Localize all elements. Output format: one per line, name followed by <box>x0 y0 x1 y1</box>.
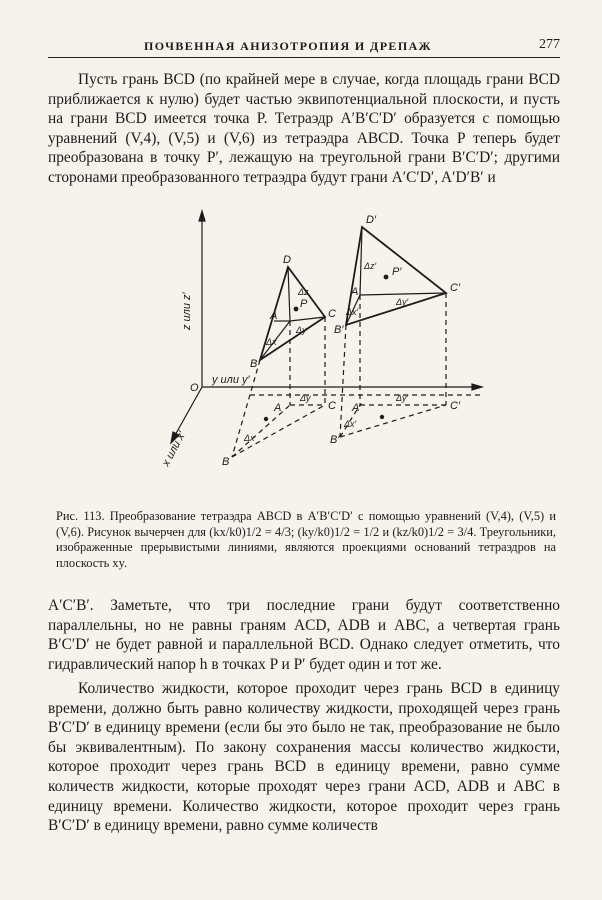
figure-caption: Рис. 113. Преобразование тетраэдра ABCD в A′B′C′D′ с помощью уравнений (V,4), (V,5) и (V,6). Рисунок вычерчен для (kx/k0)1/2 = 4/3; (ky/k0)1/2 = 1/2 и (kz/k0)1/2 = 3/4. Треугольники, изображенные прерывистыми линиями, являются проекциями оснований тетраэдров на плоскость xy. <box>56 509 556 570</box>
label-b1: B′ <box>334 324 344 336</box>
label-dz1: Δz′ <box>364 261 377 271</box>
running-header <box>48 37 560 58</box>
label-b-projection: B <box>222 456 230 468</box>
label-c-projection: C <box>328 400 336 412</box>
label-c1: C′ <box>450 282 461 294</box>
y-axis-label: y или y′ <box>212 374 250 386</box>
running-title: ПОЧВЕННАЯ АНИЗОТРОПИЯ И ДРЕПАЖ <box>144 39 432 53</box>
label-p: P <box>300 298 308 310</box>
label-c: C <box>328 308 336 320</box>
label-d: D <box>283 254 291 266</box>
origin-label: O <box>190 382 199 394</box>
tetrahedron-figure <box>150 205 490 475</box>
label-a1-projection: A′ <box>352 402 362 414</box>
paragraph-2: A′C′B′. Заметьте, что три последние грани будут соответственно параллельны, но не равны граням ACD, ADB и ABC, а четвертая грань B′C′D′ не будет равной и параллельной BCD. Однако следует отметить, что гидравлический напор h в точках P и P′ будет один и тот же. <box>48 597 560 673</box>
page-number: 277 <box>539 37 560 52</box>
x-axis-label: x или x′ <box>160 429 189 469</box>
label-b1-projection: B′ <box>330 434 340 446</box>
label-c1-projection: C′ <box>450 400 461 412</box>
label-a: A <box>270 310 278 322</box>
label-dy-projection: Δy <box>300 393 311 403</box>
label-dy1: Δy′ <box>396 297 409 307</box>
label-dx-projection: Δx <box>244 433 255 443</box>
paragraph-3: Количество жидкости, которое проходит через грань BCD в единицу времени, должно быть равно количеству жидкости, проходящей через грань B′C′D′ в единицу времени (если бы это было не так, преобразование не было бы эквивалентным). По закону сохранения массы количество жидкости, которое проходит через грань BCD в единицу времени, равно сумме количеств жидкости, которые проходят через грани ACD, ADB и ABC в единицу времени. Количество жидкости, которое проходит через грань B′C′D′ в единицу времени, равно сумме количеств <box>48 680 560 835</box>
x-axis <box>174 387 202 437</box>
label-a-projection: A <box>274 402 282 414</box>
label-a1: A′ <box>351 286 361 298</box>
label-dz: Δz <box>298 287 309 297</box>
label-p1: P′ <box>392 266 402 278</box>
label-dy1-projection: Δy′ <box>396 393 409 403</box>
label-dx: Δx <box>266 337 277 347</box>
paragraph-1: Пусть грань BCD (по крайней мере в случае, когда площадь грани BCD приближается к нулю) будет частью эквипотенциальной плоскости, и пусть на грани BCD имеется точка P. Тетраэдр A′B′C′D′ образуется с помощью уравнений (V,4), (V,5) и (V,6) из тетраэдра ABCD. Точка P теперь будет преобразована в точку P′, лежащую на треугольной грани B′C′D′; другими сторонами преобразованного тетраэдра будут грани A′C′D′, A′D′B′ и <box>48 71 560 186</box>
label-dy: Δy <box>296 325 307 335</box>
label-d1: D′ <box>366 214 377 226</box>
label-dx1-projection: Δx′ <box>344 419 357 429</box>
label-dx1: Δx′ <box>346 307 359 317</box>
z-axis-label: z или z′ <box>181 292 193 330</box>
label-b: B <box>250 358 258 370</box>
